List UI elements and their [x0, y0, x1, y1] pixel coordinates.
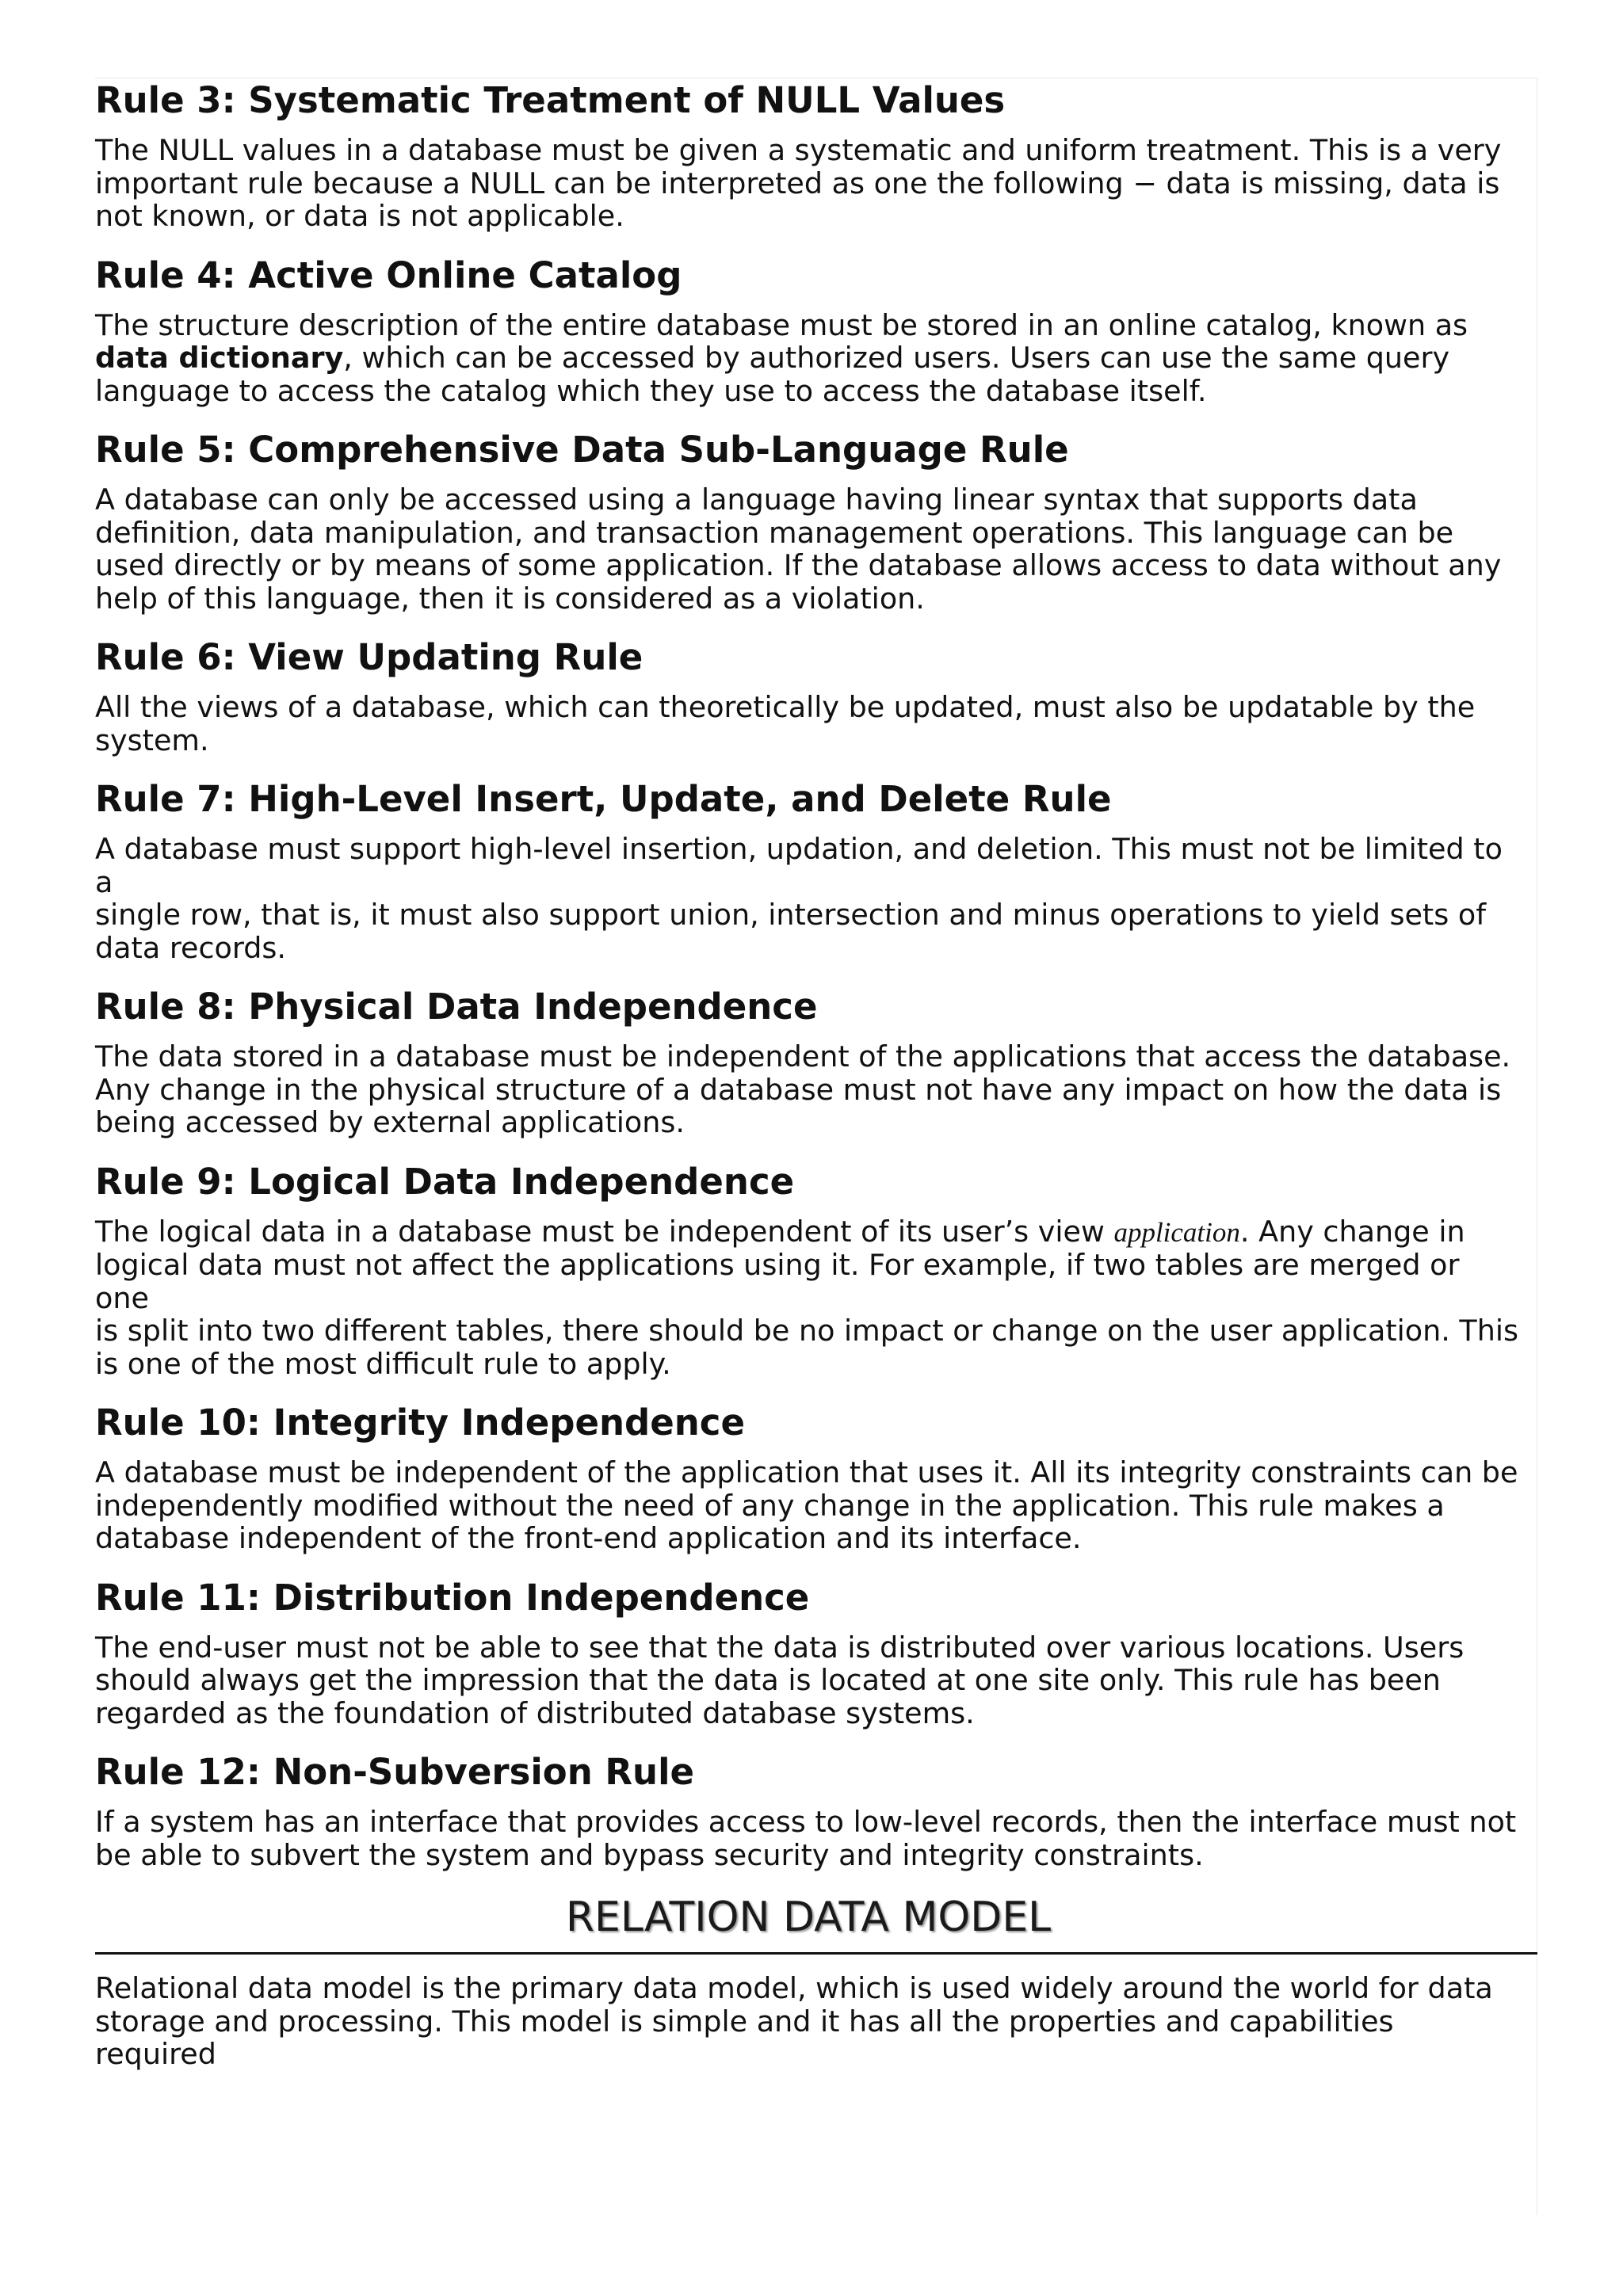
rule-8-title: Rule 8: Physical Data Independence	[95, 986, 818, 1028]
rule-9-text-end: . Any change in logical data must not affect the applications using it. For example, if two tables are merged or one is split into two different tables, there should be no impact or change on the user application. This is one of the most difficult rule to apply.	[95, 1214, 1519, 1381]
rule-9-title: Rule 9: Logical Data Independence	[95, 1160, 795, 1203]
rule-5-text: A database can only be accessed using a language having linear syntax that supports data definition, data manipulation, and transaction management operations. This language can be used directly or by means of some application. If the database allows access to data without any help of this language, then it is considered as a violation.	[95, 482, 1502, 616]
document-content	[95, 78, 1522, 2092]
rule-6-title: Rule 6: View Updating Rule	[95, 636, 643, 678]
rule-8-text: The data stored in a database must be independent of the applications that access the database. Any change in the physical structure of a database must not have any impact on how the data is being accessed by external applications.	[95, 1039, 1511, 1139]
rule-10-text: A database must be independent of the application that uses it. All its integrity constraints can be independently modified without the need of any change in the application. This rule makes a database independent of the front-end application and its interface.	[95, 1455, 1518, 1555]
rule-9-text-start: The logical data in a database must be independent of its user’s view	[95, 1214, 1114, 1249]
rule-5-title: Rule 5: Comprehensive Data Sub-Language Rule	[95, 429, 1069, 471]
rule-11-text: The end-user must not be able to see that the data is distributed over various locations. Users should always get the impression that the data is located at one site only. This rule has been regarded as the foundation of distributed database systems.	[95, 1630, 1465, 1730]
rule-3-title: Rule 3: Systematic Treatment of NULL Values	[95, 79, 1006, 121]
rule-3-text: The NULL values in a database must be given a systematic and uniform treatment. This is a very important rule because a NULL can be interpreted as one the following − data is missing, data is not known, or data is not applicable.	[95, 133, 1502, 233]
rule-4-text-end: , which can be accessed by authorized users. Users can use the same query language to access the catalog which they use to access the database itself.	[95, 341, 1450, 408]
rule-7-text: A database must support high-level insertion, updation, and deletion. This must not be limited to a single row, that is, it must also support union, intersection and minus operations to yield sets of data records.	[95, 832, 1503, 965]
rule-4-title: Rule 4: Active Online Catalog	[95, 254, 682, 296]
rule-4-text-start: The structure description of the entire database must be stored in an online catalog, known as	[95, 307, 1468, 342]
rule-12-title: Rule 12: Non-Subversion Rule	[95, 1751, 695, 1793]
rule-6-text: All the views of a database, which can theoretically be updated, must also be updatable by the system.	[95, 690, 1476, 757]
rule-10-title: Rule 10: Integrity Independence	[95, 1402, 745, 1444]
section-divider	[95, 1952, 1537, 1955]
application-term: application	[1113, 1216, 1240, 1248]
rule-7-title: Rule 7: High-Level Insert, Update, and Delete Rule	[95, 778, 1112, 820]
rule-9-text	[95, 1215, 1522, 1381]
document-page	[95, 78, 1537, 2215]
rule-11-title: Rule 11: Distribution Independence	[95, 1576, 810, 1619]
rule-4-text	[95, 309, 1522, 408]
rule-12-text: If a system has an interface that provides access to low-level records, then the interface must not be able to subvert the system and bypass security and integrity constraints.	[95, 1805, 1517, 1872]
data-dictionary-term: data dictionary	[95, 341, 344, 375]
section-title: RELATION DATA MODEL	[565, 1894, 1052, 1941]
section-intro-text: Relational data model is the primary data model, which is used widely around the world for data storage and processing. This model is simple and it has all the properties and capabilities required	[95, 1971, 1493, 2071]
